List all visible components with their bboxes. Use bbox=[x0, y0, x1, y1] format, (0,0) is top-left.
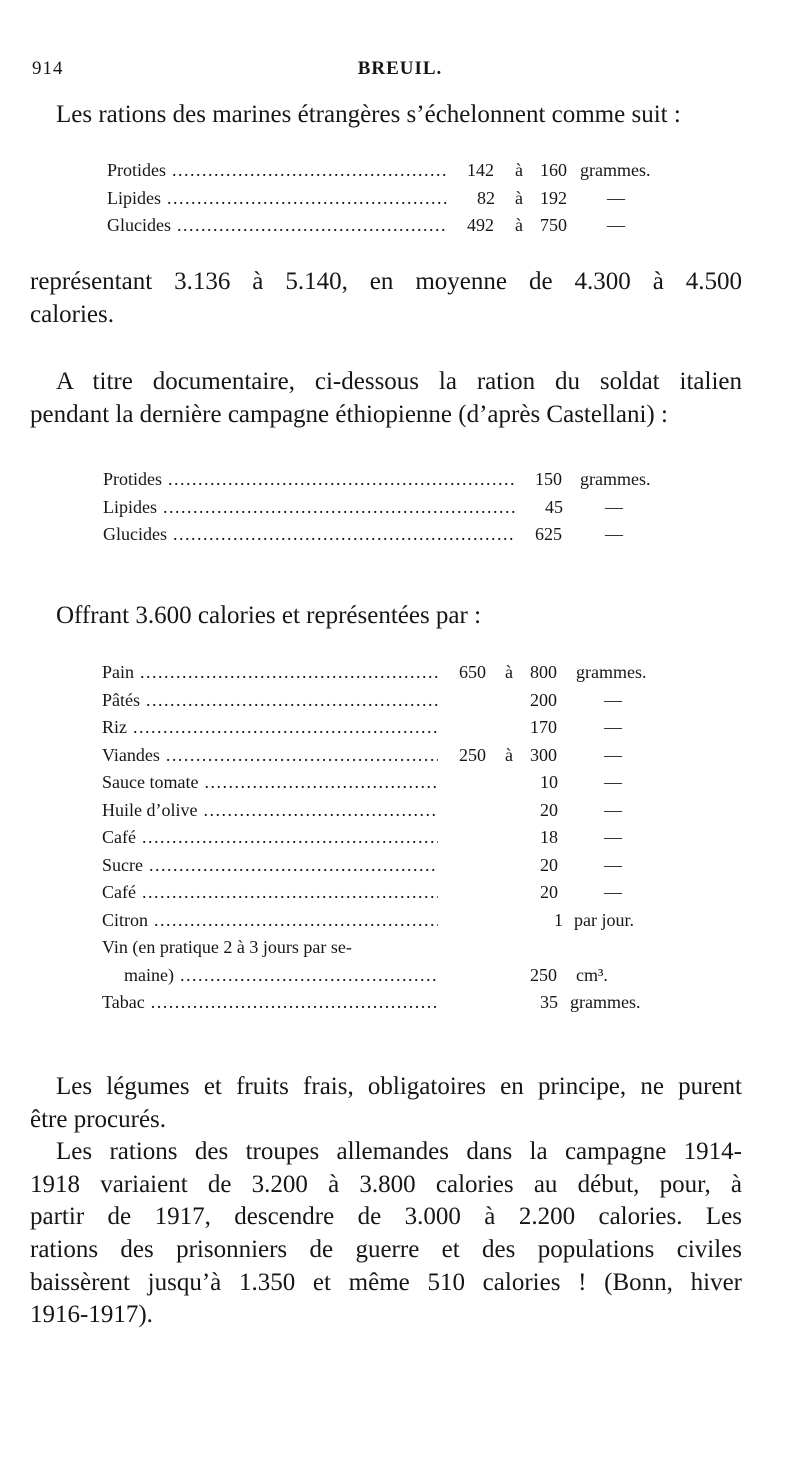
row-label: Glucides ..... bbox=[107, 212, 447, 240]
value: 10 bbox=[540, 769, 558, 797]
text-line: Les rations des marines étrangères s’échelonnent comme suit : bbox=[56, 101, 681, 128]
row-label: Protides ..... bbox=[107, 157, 447, 185]
unit: grammes. bbox=[570, 989, 640, 1017]
row-label: Café ..... bbox=[102, 879, 438, 907]
table-row bbox=[102, 687, 682, 715]
row-label: Pâtés ..... bbox=[102, 687, 438, 715]
value: 45 bbox=[545, 494, 563, 522]
unit: — bbox=[604, 879, 622, 907]
row-label: Tabac ..... bbox=[102, 989, 438, 1017]
text-line: 1918 variaient de 3.200 à 3.800 calories au début, pour, à bbox=[30, 1170, 742, 1198]
unit: — bbox=[607, 185, 625, 213]
intro-paragraph bbox=[30, 99, 742, 132]
range-separator: à bbox=[515, 157, 523, 185]
table-row bbox=[102, 879, 682, 907]
value: 200 bbox=[530, 687, 557, 715]
table-row bbox=[107, 212, 687, 240]
range-from: 82 bbox=[477, 185, 495, 213]
range-from: 250 bbox=[459, 742, 486, 770]
table-row bbox=[102, 714, 682, 742]
value: 625 bbox=[535, 521, 562, 549]
row-label: Lipides ..... bbox=[103, 494, 515, 522]
range-to: 750 bbox=[540, 212, 567, 240]
value: 20 bbox=[540, 879, 558, 907]
calories-paragraph bbox=[30, 266, 742, 331]
unit: — bbox=[604, 797, 622, 825]
value: 20 bbox=[540, 852, 558, 880]
range-from: 492 bbox=[467, 212, 494, 240]
row-label: Huile d’olive ..... bbox=[102, 797, 438, 825]
text-line: rations des prisonniers de guerre et des populations civiles bbox=[30, 1235, 742, 1263]
final-paragraph bbox=[30, 1071, 742, 1332]
text-line: Offrant 3.600 calories et représentées par : bbox=[56, 602, 482, 629]
row-label-continued: maine) ..... bbox=[124, 962, 438, 990]
table-row bbox=[103, 494, 683, 522]
value: 18 bbox=[540, 824, 558, 852]
row-label: Riz ..... bbox=[102, 714, 438, 742]
unit: — bbox=[604, 687, 622, 715]
row-label: Café ..... bbox=[102, 824, 438, 852]
italian-ration-paragraph bbox=[30, 366, 742, 431]
text-line: partir de 1917, descendre de 3.000 à 2.200 calories. Les bbox=[30, 1203, 742, 1231]
row-label: Lipides ..... bbox=[107, 185, 447, 213]
value: 150 bbox=[535, 466, 562, 494]
value: 1 bbox=[554, 907, 563, 935]
text-line: baissèrent jusqu’à 1.350 et même 510 calories ! (Bonn, hiver bbox=[30, 1268, 742, 1296]
table-row bbox=[102, 797, 682, 825]
offrant-paragraph bbox=[30, 600, 742, 633]
table-row bbox=[102, 934, 682, 962]
table-row bbox=[107, 157, 687, 185]
unit: — bbox=[604, 852, 622, 880]
text-line: calories. bbox=[30, 300, 114, 328]
table-row bbox=[102, 659, 682, 687]
row-label: Citron ..... bbox=[102, 907, 438, 935]
unit: grammes. bbox=[580, 466, 650, 494]
row-label: Vin (en pratique 2 à 3 jours par se- bbox=[102, 934, 352, 962]
text-line: Les légumes et fruits frais, obligatoires en principe, ne purent bbox=[56, 1073, 742, 1100]
value: 20 bbox=[540, 797, 558, 825]
unit: — bbox=[604, 769, 622, 797]
value: 170 bbox=[530, 714, 557, 742]
text-line: être procurés. bbox=[30, 1105, 167, 1133]
range-to: 192 bbox=[540, 185, 567, 213]
table-row bbox=[102, 907, 682, 935]
unit: — bbox=[604, 824, 622, 852]
table-row bbox=[102, 962, 682, 990]
unit: — bbox=[607, 212, 625, 240]
row-label: Sauce tomate ..... bbox=[102, 769, 438, 797]
page-number: 914 bbox=[32, 58, 64, 79]
food-ration-table bbox=[102, 659, 682, 1017]
range-separator: à bbox=[515, 212, 523, 240]
text-line: représentant 3.136 à 5.140, en moyenne de 4.300 à 4.500 bbox=[30, 268, 742, 295]
range-to: 160 bbox=[540, 157, 567, 185]
value: 800 bbox=[530, 659, 557, 687]
table-row bbox=[102, 742, 682, 770]
range-separator: à bbox=[505, 659, 513, 687]
unit: par jour. bbox=[574, 907, 634, 935]
table-row bbox=[102, 989, 682, 1017]
range-from: 650 bbox=[459, 659, 486, 687]
range-separator: à bbox=[515, 185, 523, 213]
unit: — bbox=[604, 714, 622, 742]
table-row bbox=[107, 185, 687, 213]
unit: grammes. bbox=[580, 157, 650, 185]
unit: — bbox=[605, 521, 623, 549]
text-line: Les rations des troupes allemandes dans la campagne 1914- bbox=[56, 1138, 742, 1166]
value: 300 bbox=[530, 742, 557, 770]
row-label: Viandes ..... bbox=[102, 742, 438, 770]
table-row bbox=[103, 466, 683, 494]
range-from: 142 bbox=[467, 157, 494, 185]
table-row bbox=[103, 521, 683, 549]
unit: — bbox=[604, 742, 622, 770]
unit: grammes. bbox=[576, 659, 646, 687]
italian-ration-table bbox=[103, 466, 683, 549]
row-label: Pain ..... bbox=[102, 659, 438, 687]
value: 250 bbox=[530, 962, 557, 990]
table-row bbox=[102, 824, 682, 852]
text-line: A titre documentaire, ci-dessous la ration du soldat italien bbox=[56, 368, 742, 395]
row-label: Protides ..... bbox=[103, 466, 515, 494]
navies-ration-table bbox=[107, 157, 687, 240]
table-row bbox=[102, 852, 682, 880]
unit: cm³. bbox=[576, 962, 608, 990]
running-head: BREUIL. bbox=[357, 58, 443, 79]
row-label: Sucre ..... bbox=[102, 852, 438, 880]
range-separator: à bbox=[505, 742, 513, 770]
table-row bbox=[102, 769, 682, 797]
text-line: 1916-1917). bbox=[30, 1301, 153, 1329]
text-line: pendant la dernière campagne éthiopienne (d’après Castellani) : bbox=[30, 400, 668, 428]
unit: — bbox=[605, 494, 623, 522]
row-label: Glucides ..... bbox=[103, 521, 515, 549]
value: 35 bbox=[540, 989, 558, 1017]
